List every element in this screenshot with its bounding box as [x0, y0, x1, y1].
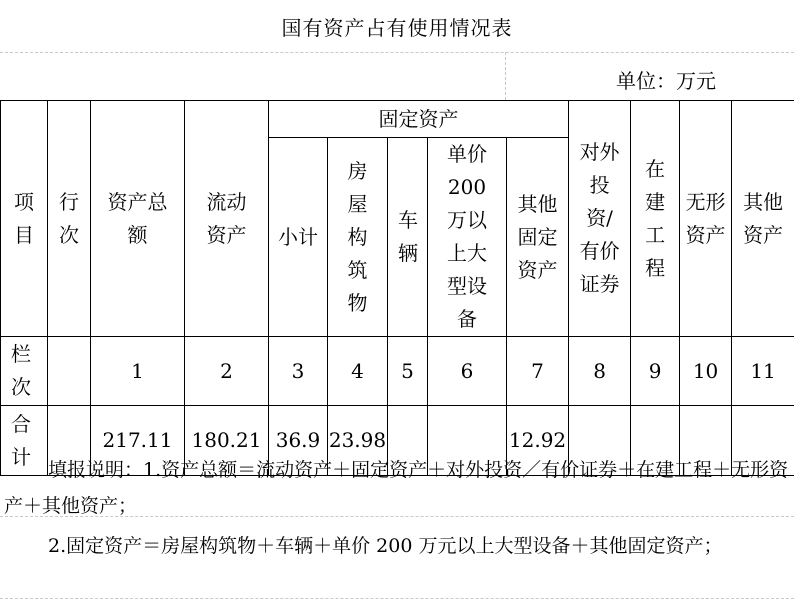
- header-current-assets: [185, 101, 269, 337]
- table-cell: 7: [507, 337, 569, 406]
- header-row-no-label: 行次: [59, 189, 79, 247]
- row-label-total-text: 合计: [11, 411, 31, 469]
- header-other-assets: [732, 101, 794, 337]
- column-index-row: [1, 337, 794, 406]
- header-other-fixed: [507, 138, 569, 337]
- note-1: [0, 452, 790, 524]
- row-label-index-text: 栏次: [11, 342, 31, 399]
- header-intangible: [680, 101, 732, 337]
- gridline: [0, 52, 794, 53]
- unit-label: 单位：万元: [616, 68, 716, 93]
- table-cell: 23.98: [328, 406, 388, 476]
- header-row-no: [48, 101, 91, 337]
- note-1-text: 填报说明：1.资产总额＝流动资产＋固定资产＋对外投资／有价证券＋在建工程＋无形资产＋其他资产；: [4, 459, 789, 517]
- table-cell: 10: [680, 337, 732, 406]
- header-buildings-label: 房屋构筑物: [347, 158, 368, 315]
- header-fixed-assets-label: 固定资产: [378, 106, 459, 131]
- note-2: [0, 528, 790, 564]
- header-total-assets-label: 资产总额: [107, 189, 168, 247]
- header-other-fixed-label: 其他固定资产: [517, 191, 558, 282]
- table-cell: 6: [428, 337, 507, 406]
- header-investment: [569, 101, 631, 337]
- header-fixed-subtotal-label: 小计: [278, 224, 318, 249]
- header-current-assets-label: 流动资产: [206, 189, 247, 247]
- table-cell: 12.92: [507, 406, 569, 476]
- header-large-equipment: [428, 138, 507, 337]
- header-fixed-assets: [269, 101, 569, 138]
- table-cell: 11: [732, 337, 794, 406]
- header-construction: [631, 101, 680, 337]
- table-cell: 36.9: [269, 406, 328, 476]
- table-title: 国有资产占有使用情况表: [281, 15, 513, 40]
- header-item-label: 项目: [14, 189, 34, 247]
- gridline: [505, 52, 506, 100]
- table-cell: 9: [631, 337, 680, 406]
- table-cell: 8: [569, 337, 631, 406]
- table-cell: 3: [269, 337, 328, 406]
- table-cell: [48, 337, 91, 406]
- table-cell: 1: [91, 337, 185, 406]
- header-total-assets: [91, 101, 185, 337]
- header-other-assets-label: 其他资产: [743, 189, 784, 247]
- header-buildings: [328, 138, 388, 337]
- note-2-text: 2.固定资产＝房屋构筑物＋车辆＋单价 200 万元以上大型设备＋其他固定资产；: [48, 535, 723, 557]
- header-large-equipment-label: 单价200万以上大型设备: [447, 142, 487, 331]
- asset-table: [0, 100, 794, 476]
- header-intangible-label: 无形资产: [685, 189, 726, 247]
- table-cell: 180.21: [185, 406, 269, 476]
- header-construction-label: 在建工程: [645, 156, 666, 280]
- header-vehicles-label: 车辆: [398, 208, 418, 265]
- table-cell: 217.11: [91, 406, 185, 476]
- header-investment-label: 对外投资/有价证券: [579, 140, 620, 296]
- table-cell: 4: [328, 337, 388, 406]
- table-cell: 5: [388, 337, 428, 406]
- header-fixed-subtotal: [269, 138, 328, 337]
- header-item: [1, 101, 48, 337]
- table-cell: 2: [185, 337, 269, 406]
- header-vehicles: [388, 138, 428, 337]
- row-label-index: [1, 337, 48, 406]
